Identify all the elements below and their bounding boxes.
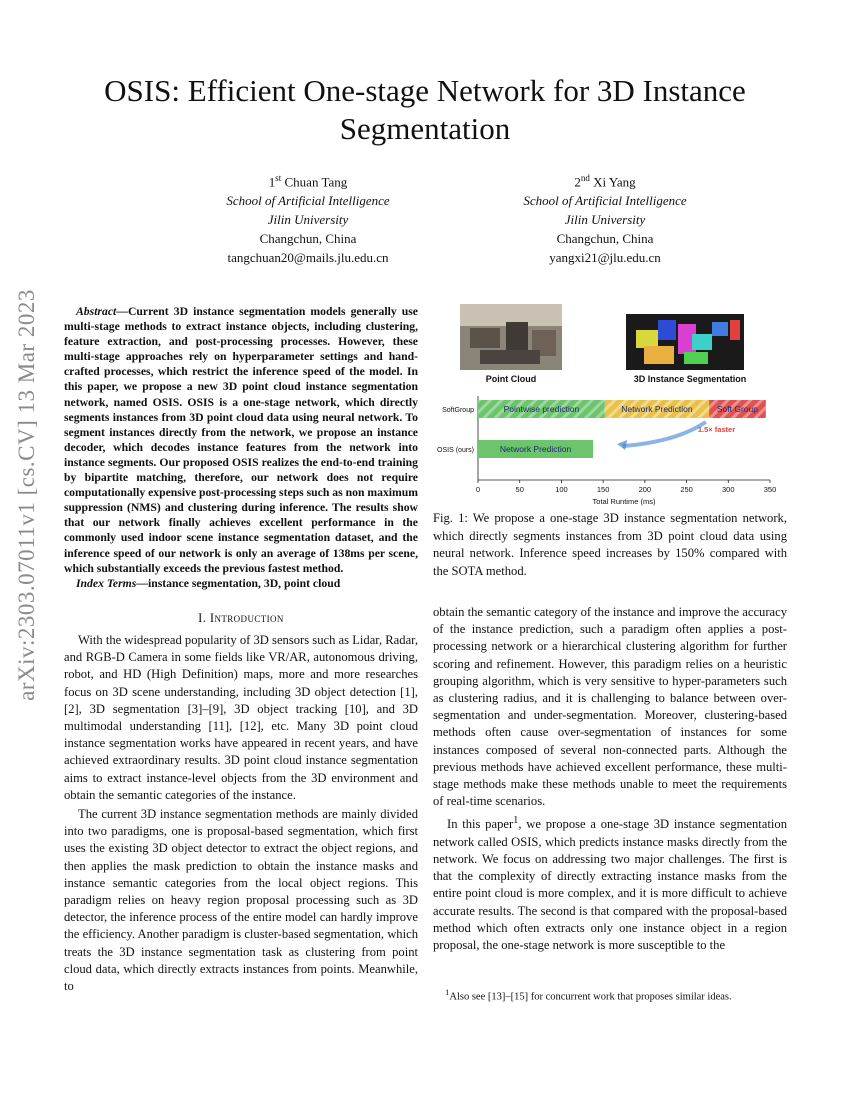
x-tick-label: 150 xyxy=(596,485,610,494)
figure-1 xyxy=(430,300,792,506)
author-school: School of Artificial Intelligence xyxy=(226,193,390,209)
x-tick-label: 250 xyxy=(680,485,693,494)
x-tick-label: 50 xyxy=(515,485,524,494)
x-tick-label: 0 xyxy=(475,485,481,494)
footnote-mark: 1 xyxy=(445,987,450,997)
paragraph xyxy=(433,812,787,954)
paragraph-start: In this paper xyxy=(447,817,514,832)
author-ordinal-suffix: nd xyxy=(580,173,590,183)
author-name: Xi Yang xyxy=(593,174,636,190)
bar-label: Network Prediction xyxy=(499,444,572,454)
author-ordinal: 1 xyxy=(268,174,276,190)
intro-right-column xyxy=(433,604,787,956)
bar-label: Network Prediction xyxy=(621,404,693,414)
instance-segmentation-image xyxy=(626,304,744,370)
x-tick-label: 300 xyxy=(722,485,735,494)
category-label: SoftGroup xyxy=(442,407,474,414)
paragraph: With the widespread popularity of 3D sensors such as Lidar, Radar, and RGB-D Camera in some fields like VR/AR, autonomous driving, robot, and HD (High Definition) maps, more and more researches focus on 3D scene understanding, including 3D object detection [1], [2], 3D segmentation [3]–[9], 3D object tracking [10], and 3D multimodal understanding [11], [12], etc. Many 3D point cloud instance segmentation works have appeared in recent years, and have achieved extraordinary results. 3D point cloud instance segmentation aims to extract instance-level objects from the 3D environment and obtain the semantic categories of the instance. xyxy=(64,633,418,802)
faster-arrowhead xyxy=(617,440,627,450)
abstract xyxy=(64,304,418,591)
section-title: I. Introduction xyxy=(198,611,284,625)
author-university: Jilin University xyxy=(267,212,349,228)
index-terms-label: Index Terms xyxy=(76,576,137,590)
abstract-label: Abstract xyxy=(76,305,117,318)
author-ordinal: 2 xyxy=(574,174,581,190)
index-terms-text: —instance segmentation, 3D, point cloud xyxy=(136,576,341,590)
footnote xyxy=(433,985,787,1005)
author-school: School of Artificial Intelligence xyxy=(523,193,687,209)
x-axis-label: Total Runtime (ms) xyxy=(592,497,656,506)
bar-label: Pointwise prediction xyxy=(503,404,580,414)
author-email: tangchuan20@mails.jlu.edu.cn xyxy=(227,250,389,266)
footnote-text: Also see [13]–[15] for concurrent work that proposes similar ideas. xyxy=(449,991,732,1003)
figure-caption: Fig. 1: We propose a one-stage 3D instance segmentation network, which directly segments instances from 3D point cloud data using neural network. Inference speed increases by 150% compared with the SOTA method. xyxy=(433,511,787,578)
category-label: OSIS (ours) xyxy=(437,447,474,454)
paragraph-rest: , we propose a one-stage 3D instance segmentation network called OSIS, which predicts instance masks directly from the network. We focus on addressing two major challenges. The first is that the complexity of directly extracting instance masks from the entire point cloud is more complex, and it is more difficult to achieve accurate results. The second is that compared with the proposal-based method which often extracts only one instance object in a region proposal, the one-stage network is more susceptible to the xyxy=(433,817,787,953)
paper-title: OSIS: Efficient One-stage Network for 3D Instance Segmentation xyxy=(104,73,746,146)
author-name: Chuan Tang xyxy=(284,174,348,190)
author-email: yangxi21@jlu.edu.cn xyxy=(549,250,661,266)
x-tick-label: 100 xyxy=(555,485,568,494)
figure-1-graphic xyxy=(430,300,792,506)
author-ordinal-suffix: st xyxy=(275,173,282,183)
intro-left-column xyxy=(64,632,418,997)
paragraph: obtain the semantic category of the instance and improve the accuracy of the instance prediction, such a paradigm often applies a post-processing network or a hierarchical clustering algorithm for further scoring and refinement. However, this paradigm relies on a heuristic grouping algorithm, which is very sensitive to hyper-parameters such as clustering radius, and it is challenging to balance between over-segmentation and under-segmentation. Moreover, clustering-based methods often cause over-segmentation of instances for some instances composed of several non-connected parts. Although the previous methods have achieved excellent performance, these multi-stage methods make these methods unable to meet the requirements of real-time scenarios. xyxy=(433,605,787,809)
footnote-ref: 1 xyxy=(513,815,519,827)
author-city: Changchun, China xyxy=(259,231,357,247)
bar-label: Soft Group xyxy=(716,404,759,414)
author-city: Changchun, China xyxy=(556,231,654,247)
point-cloud-label: Point Cloud xyxy=(485,374,537,384)
author-university: Jilin University xyxy=(564,212,646,228)
author-1 xyxy=(178,169,438,267)
x-tick-label: 200 xyxy=(638,485,652,494)
point-cloud-image xyxy=(460,304,562,370)
x-tick-label: 350 xyxy=(763,485,777,494)
abstract-text: —Current 3D instance segmentation models generally use multi-stage methods to extract instance objects, including clustering, feature extraction, and post-processing processes. However, these multi-stage approaches rely on hyperparameter settings and hand-crafted processes, which restrict the inference speed of the model. In this paper, we propose a new 3D point cloud instance segmentation network, named OSIS. OSIS is a one-stage network, which directly segments instances from 3D point cloud data using neural network. To segment instances directly from the network, we propose an instance decoder, which decodes instance features from the network into instance segments. Our proposed OSIS realizes the end-to-end training by bipartite matching, therefore, our network does not require computationally expensive post-processing steps such as non maximum suppression (NMS) and clustering during inference. The results show that our network finally achieves excellent performance in the commonly used indoor scene instance segmentation dataset, and the inference speed of our network is only an average of 138ms per scene, which substantially exceeds the previous fastest method. xyxy=(64,305,419,575)
arxiv-stamp: arXiv:2303.07011v1 [cs.CV] 13 Mar 2023 xyxy=(14,289,39,701)
faster-annotation: 1.5× faster xyxy=(697,425,736,434)
runtime-chart xyxy=(437,396,776,506)
author-2 xyxy=(475,169,735,267)
faster-arrow xyxy=(623,422,706,446)
paragraph: The current 3D instance segmentation methods are mainly divided into two paradigms, one is proposal-based segmentation, which first uses the existing 3D object detector to extract the object regions, and then applies the mask prediction to obtain the instance masks and instance semantic categories from the local object regions. This paradigm relies on heavy region proposal processing such as 3D detector, the inference process of the entire model can hardly improve the efficiency. Another paradigm is cluster-based segmentation, which treats the 3D instance segmentation task as clustering from point cloud data, which directly extracts instances from points. Meanwhile, to xyxy=(64,807,418,994)
instance-segmentation-label: 3D Instance Segmentation xyxy=(633,374,747,384)
